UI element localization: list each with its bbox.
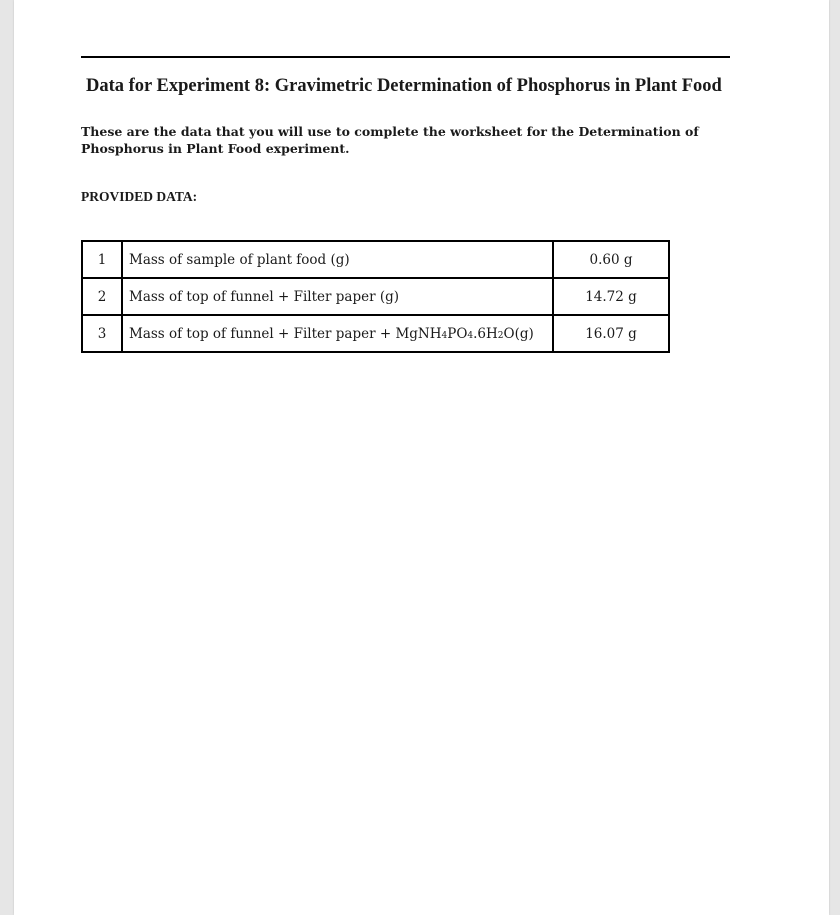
subscript: 4: [467, 330, 474, 341]
data-table: [81, 240, 670, 353]
row-value: 16.07 g: [553, 315, 669, 352]
row-description: Mass of sample of plant food (g): [122, 241, 553, 278]
header-rule: [81, 56, 730, 58]
subscript: 2: [497, 330, 504, 341]
row-number: 1: [82, 241, 122, 278]
row-description: Mass of top of funnel + Filter paper (g): [122, 278, 553, 315]
page-title: Data for Experiment 8: Gravimetric Determination of Phosphorus in Plant Food: [86, 76, 722, 96]
row-number: 2: [82, 278, 122, 315]
row-value: 0.60 g: [553, 241, 669, 278]
desc-text: Mass of top of funnel + Filter paper + MgNH: [129, 325, 442, 342]
intro-paragraph: These are the data that you will use to complete the worksheet for the Determination of Phosphorus in Plant Food experiment.: [81, 124, 699, 156]
table-row: [82, 278, 669, 315]
desc-text: PO: [447, 325, 468, 342]
subscript: 4: [441, 330, 448, 341]
section-label: PROVIDED DATA:: [81, 189, 198, 204]
desc-text: O(g): [503, 325, 534, 342]
table-row: [82, 315, 669, 352]
row-value: 14.72 g: [553, 278, 669, 315]
row-description: [122, 315, 553, 352]
desc-text: .6H: [473, 325, 498, 342]
document-page: [14, 0, 829, 915]
table-row: [82, 241, 669, 278]
row-number: 3: [82, 315, 122, 352]
